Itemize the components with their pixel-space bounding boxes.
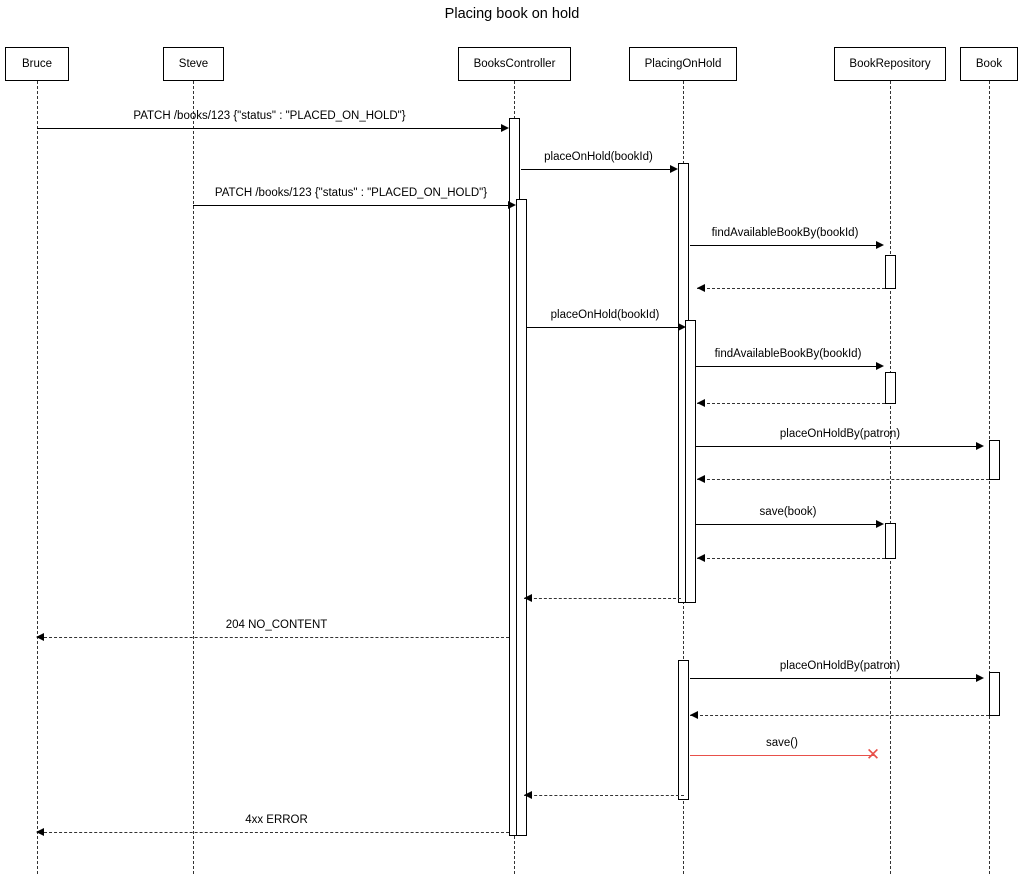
message-arrow-12 (697, 554, 705, 562)
message-line-5 (697, 288, 885, 289)
message-line-1 (37, 128, 502, 129)
message-line-3 (193, 205, 509, 206)
message-line-2 (521, 169, 674, 170)
message-label-2: placeOnHold(bookId) (544, 151, 653, 163)
message-label-14: 204 NO_CONTENT (225, 619, 328, 631)
lifeline-bookrepository (890, 81, 891, 874)
lifeline-bruce (37, 81, 38, 874)
message-line-4 (690, 245, 877, 246)
message-label-6: placeOnHold(bookId) (550, 309, 660, 321)
message-line-7 (696, 366, 877, 367)
message-line-13 (524, 598, 681, 599)
message-line-19 (44, 832, 509, 833)
activation-bookrepository-2 (885, 372, 896, 404)
diagram-title: Placing book on hold (444, 6, 580, 22)
message-arrow-7 (876, 362, 884, 370)
activation-bookscontroller-2 (516, 199, 527, 836)
participant-bookrepository[interactable]: BookRepository (834, 47, 946, 81)
message-line-18 (524, 795, 684, 796)
activation-bookrepository-1 (885, 255, 896, 289)
message-arrow-4 (876, 241, 884, 249)
message-line-12 (697, 558, 885, 559)
message-arrow-6 (678, 323, 686, 331)
message-arrow-11 (876, 520, 884, 528)
message-line-9 (696, 446, 977, 447)
message-arrow-1 (501, 124, 509, 132)
participant-book[interactable]: Book (960, 47, 1018, 81)
message-line-8 (697, 403, 885, 404)
message-label-19: 4xx ERROR (245, 814, 308, 826)
message-line-10 (697, 479, 989, 480)
message-label-17: save() (766, 737, 798, 749)
activation-placingonhold-3 (678, 660, 689, 800)
message-label-4: findAvailableBookBy(bookId) (711, 227, 859, 239)
message-line-17 (690, 755, 874, 756)
message-arrow-15 (976, 674, 984, 682)
message-line-6 (527, 327, 681, 328)
activation-book-1 (989, 440, 1000, 480)
message-arrow-5 (697, 284, 705, 292)
activation-bookrepository-3 (885, 523, 896, 559)
participant-steve[interactable]: Steve (163, 47, 224, 81)
participant-placingonhold[interactable]: PlacingOnHold (629, 47, 737, 81)
activation-book-2 (989, 672, 1000, 716)
participant-bookscontroller[interactable]: BooksController (458, 47, 571, 81)
message-arrow-2 (670, 165, 678, 173)
message-label-1: PATCH /books/123 {"status" : "PLACED_ON_HOLD"} (133, 110, 406, 122)
message-label-7: findAvailableBookBy(bookId) (714, 348, 862, 360)
message-arrow-13 (524, 594, 532, 602)
message-line-14 (44, 637, 509, 638)
message-label-3: PATCH /books/123 {"status" : "PLACED_ON_HOLD"} (214, 187, 488, 199)
participant-bruce[interactable]: Bruce (5, 47, 69, 81)
message-line-16 (690, 715, 989, 716)
message-arrow-14 (36, 633, 44, 641)
message-arrow-3 (508, 201, 516, 209)
message-line-15 (690, 678, 977, 679)
message-arrow-9 (976, 442, 984, 450)
activation-placingonhold-2 (685, 320, 696, 603)
message-label-9: placeOnHoldBy(patron) (779, 428, 901, 440)
message-line-11 (696, 524, 877, 525)
lifeline-steve (193, 81, 194, 874)
message-label-15: placeOnHoldBy(patron) (779, 660, 901, 672)
message-arrow-18 (524, 791, 532, 799)
error-cross-icon: ✕ (865, 745, 881, 764)
message-arrow-8 (697, 399, 705, 407)
message-arrow-10 (697, 475, 705, 483)
message-arrow-16 (690, 711, 698, 719)
message-arrow-19 (36, 828, 44, 836)
message-label-11: save(book) (759, 506, 817, 518)
